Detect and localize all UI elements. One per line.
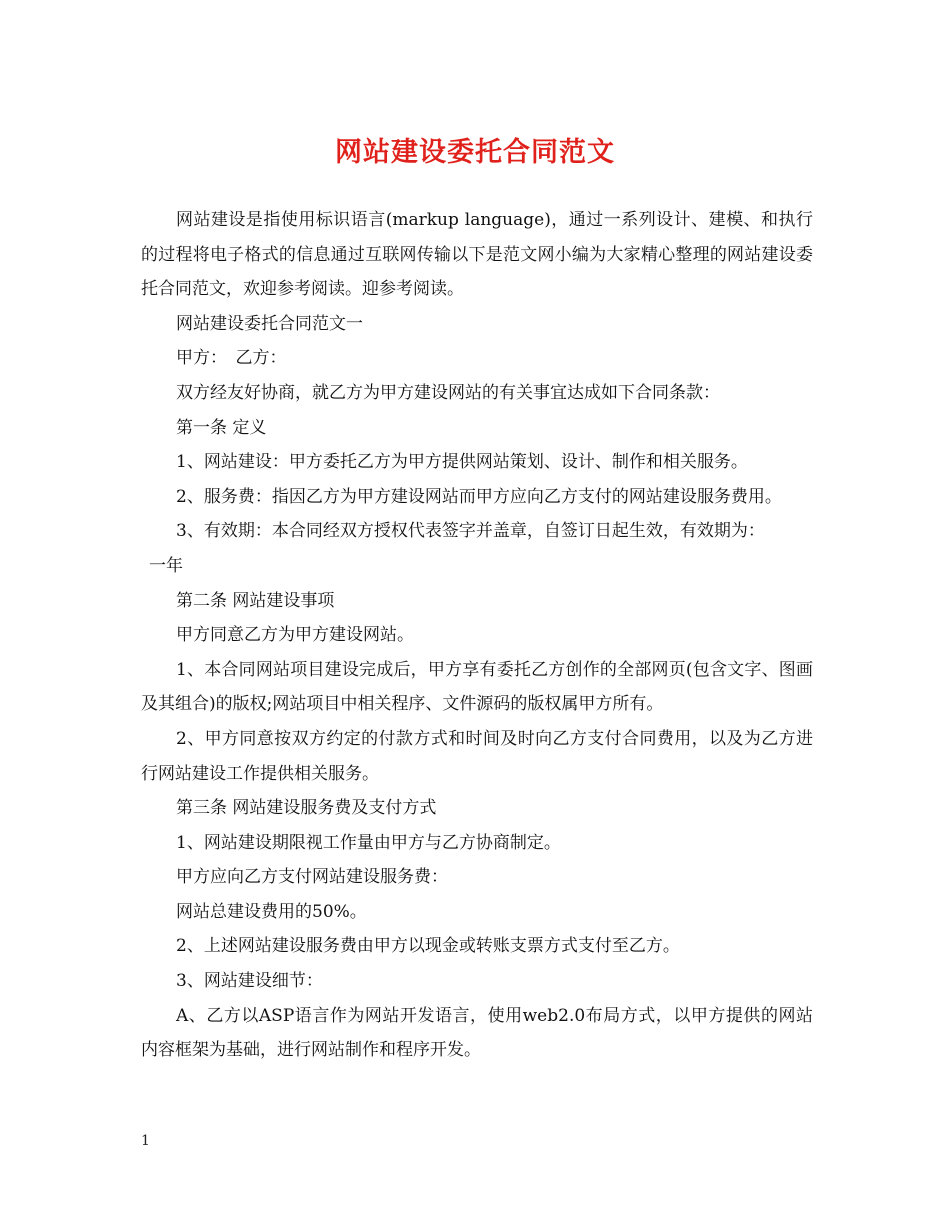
paragraph-article-3-item-a: A、乙方以ASP语言作为网站开发语言，使用web2.0布局方式，以甲方提供的网站内容框架为基础，进行网站制作和程序开发。 [141, 1005, 813, 1061]
page-number: 1 [141, 1133, 150, 1149]
paragraph-definition-3: 3、有效期：本合同经双方授权代表签字并盖章，自签订日起生效，有效期为： [176, 521, 765, 542]
paragraph-article-2-item-2: 2、甲方同意按双方约定的付款方式和时间及时向乙方支付合同费用，以及为乙方进行网站建设工作提供相关服务。 [141, 728, 813, 784]
paragraph-article-3-item-2: 2、上述网站建设服务费由甲方以现金或转账支票方式支付至乙方。 [176, 936, 680, 957]
article-3-heading: 第三条 网站建设服务费及支付方式 [176, 798, 437, 819]
document-title: 网站建设委托合同范文 [335, 137, 615, 168]
paragraph-article-3-item-1: 1、网站建设期限视工作量由甲方与乙方协商制定。 [176, 832, 561, 853]
article-2-heading: 第二条 网站建设事项 [176, 590, 335, 611]
paragraph-article-3-item-3: 3、网站建设细节： [176, 971, 323, 992]
article-1-heading: 第一条 定义 [176, 417, 267, 438]
paragraph-definition-3-continued: 一年 [149, 555, 183, 576]
paragraph-contract-heading: 网站建设委托合同范文一 [176, 313, 363, 334]
paragraph-parties: 甲方： 乙方： [176, 348, 287, 369]
paragraph-agreement: 双方经友好协商，就乙方为甲方建设网站的有关事宜达成如下合同条款： [176, 382, 720, 403]
document-body [141, 203, 813, 1068]
paragraph-definition-1: 1、网站建设：甲方委托乙方为甲方提供网站策划、设计、制作和相关服务。 [176, 452, 748, 473]
paragraph-fee-percentage: 网站总建设费用的50%。 [176, 901, 367, 922]
paragraph-article-2-item-1: 1、本合同网站项目建设完成后，甲方享有委托乙方创作的全部网页(包含文字、图画及其组合)的版权;网站项目中相关程序、文件源码的版权属甲方所有。 [141, 659, 813, 715]
paragraph-intro: 网站建设是指使用标识语言(markup language)，通过一系列设计、建模、和执行的过程将电子格式的信息通过互联网传输以下是范文网小编为大家精心整理的网站建设委托合同范文，欢迎参考阅读。迎参考阅读。 [141, 210, 813, 300]
paragraph-article-2-intro: 甲方同意乙方为甲方建设网站。 [176, 625, 414, 646]
paragraph-definition-2: 2、服务费：指因乙方为甲方建设网站而甲方应向乙方支付的网站建设服务费用。 [176, 486, 782, 507]
paragraph-service-fee: 甲方应向乙方支付网站建设服务费： [176, 867, 448, 888]
